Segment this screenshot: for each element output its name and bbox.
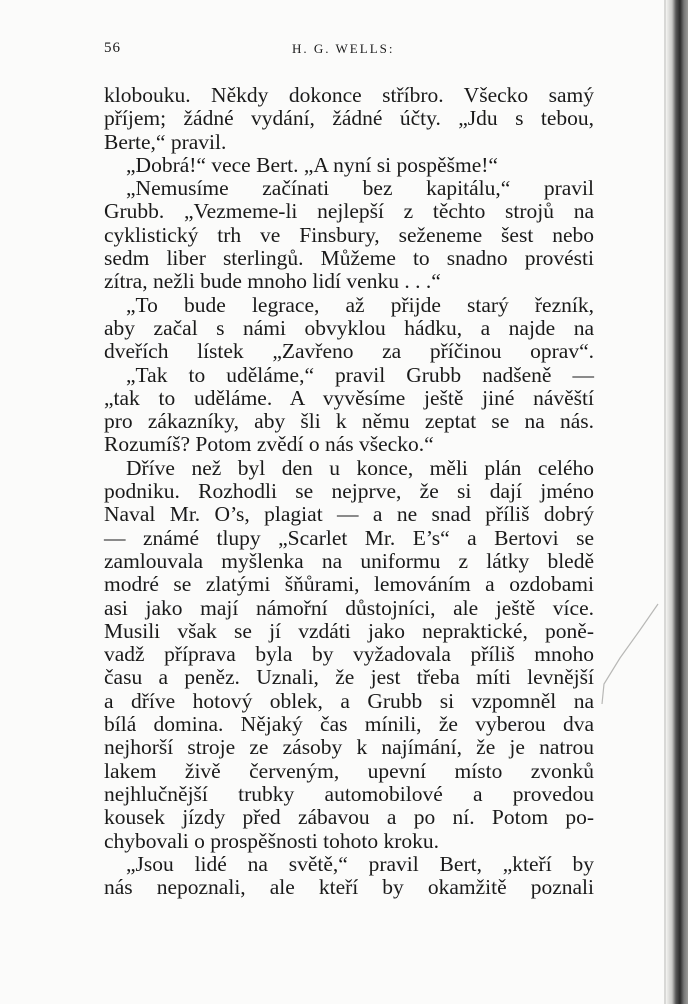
text-line: Berte,“ pravil. (104, 129, 227, 154)
page-edge (664, 0, 666, 1004)
body-text (104, 84, 594, 899)
text-line: zamlouvala myšlenka na uniformu z látky bledě (104, 548, 594, 573)
text-line: modré se zlatými šňůrami, lemováním a ozdobami (104, 572, 594, 597)
text-line: lakem živě červeným, upevní místo zvonků (104, 758, 594, 783)
text-line: nejhorší stroje ze zásoby k najímání, že je natrou (104, 735, 594, 760)
text-line: — známé tlupy „Scarlet Mr. E’s“ a Bertovi se (104, 525, 594, 550)
text-line: klobouku. Někdy dokonce stříbro. Všecko samý (104, 83, 594, 107)
text-line: vadž příprava byla by vyžadovala příliš mnoho (104, 642, 594, 667)
text-line: „tak to uděláme. A vyvěsíme ještě jiné návěští (104, 385, 594, 410)
text-line: a dříve hotový oblek, a Grubb si vzpomněl na (104, 688, 594, 713)
page-number: 56 (104, 40, 121, 56)
text-line: nás nepoznali, ale kteří by okamžitě poznali (104, 875, 594, 900)
text-line: Musili však se jí vzdáti jako nepraktické, poně- (104, 618, 594, 643)
text-line: „Tak to uděláme,“ pravil Grubb nadšeně — (126, 362, 594, 387)
text-line: Naval Mr. O’s, plagiat — a ne snad příliš dobrý (104, 502, 594, 527)
text-line: bílá domina. Nějaký čas mínili, že vyberou dva (104, 712, 594, 737)
pencil-margin-mark (600, 600, 660, 710)
text-line: asi jako mají námořní důstojníci, ale ještě více. (104, 595, 594, 620)
text-line: dveřích lístek „Zavřeno za příčinou oprav“. (104, 339, 594, 364)
book-spine-shadow (666, 0, 688, 1004)
text-line: Rozumíš? Potom zvědí o nás všecko.“ (104, 432, 434, 457)
text-line: Grubb. „Vezmeme-li nejlepší z těchto strojů na (104, 199, 594, 224)
text-line: zítra, nežli bude mnoho lidí venku . . .“ (104, 269, 441, 294)
text-line: sedm liber sterlingů. Můžeme to snadno provésti (104, 246, 594, 271)
text-line: pro zákazníky, aby šli k němu zeptat se na nás. (104, 409, 594, 434)
text-line: „Dobrá!“ vece Bert. „A nyní si pospěšme!“ (126, 152, 498, 177)
text-line: podniku. Rozhodli se nejprve, že si dají jméno (104, 479, 594, 504)
text-line: času a peněz. Uznali, že jest třeba míti levnější (104, 665, 594, 690)
page-header (104, 40, 598, 60)
text-line: nejhlučnější trubky automobilové a provedou (104, 781, 594, 806)
text-line: „Nemusíme začínati bez kapitálu,“ pravil (126, 176, 594, 201)
text-line: aby začal s námi obvyklou hádku, a najde na (104, 315, 594, 340)
text-line: Dříve než byl den u konce, měli plán celého (126, 455, 594, 480)
running-title: H. G. WELLS: (292, 41, 395, 56)
text-line: „Jsou lidé na světě,“ pravil Bert, „kteří by (126, 851, 594, 876)
text-line: „To bude legrace, až přijde starý řezník, (126, 292, 594, 317)
text-line: cyklistický trh ve Finsbury, seženeme šest nebo (104, 222, 594, 247)
text-line: chybovali o prospěšnosti tohoto kroku. (104, 828, 440, 853)
text-line: příjem; žádné vydání, žádné účty. „Jdu s tebou, (104, 106, 594, 131)
text-line: kousek jízdy před zábavou a po ní. Potom po- (104, 805, 594, 830)
